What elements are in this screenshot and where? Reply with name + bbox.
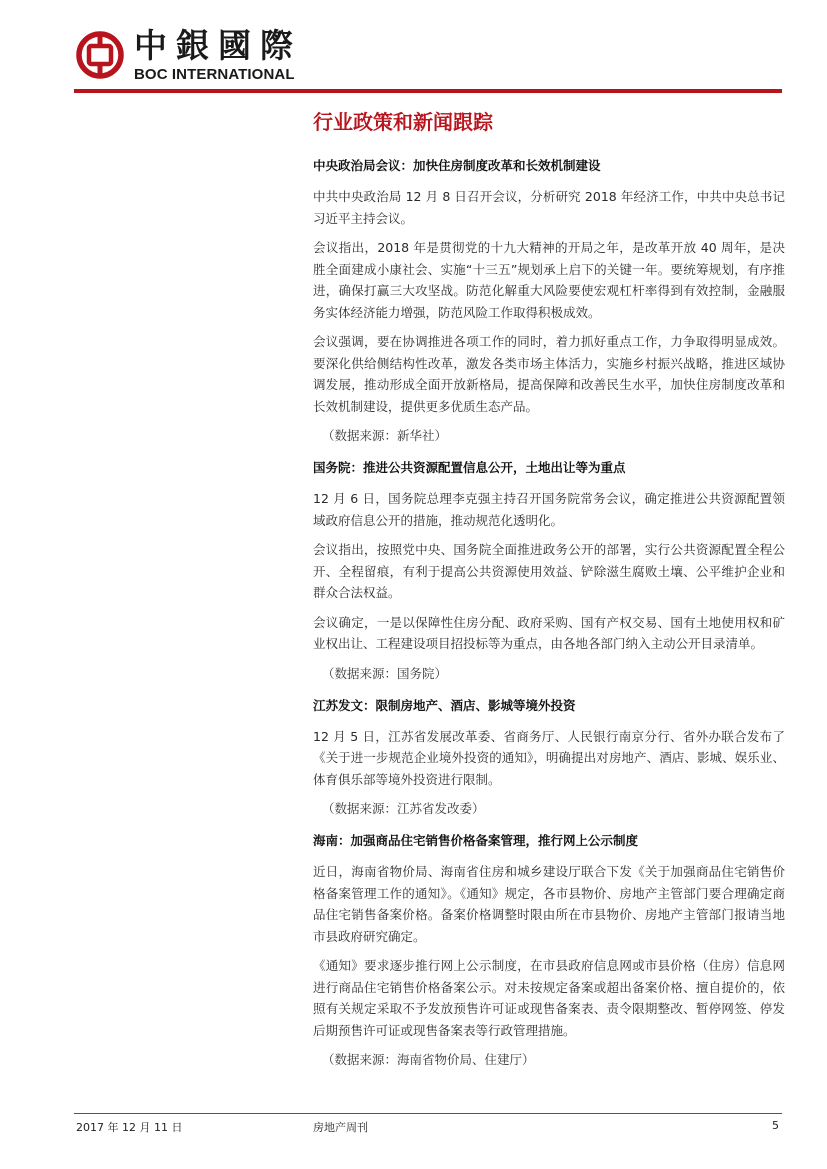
main-content (313, 108, 785, 1082)
data-source: （数据来源：国务院） (322, 665, 448, 681)
article-heading: 国务院：推进公共资源配置信息公开，土地出让等为重点 (313, 460, 626, 475)
article-paragraph: 《通知》要求逐步推行网上公示制度，在市县政府信息网或市县价格（住房）信息网进行商品住宅销售价格备案公示。对未按规定备案或超出备案价格、擅自提价的，依照有关规定采取不予发放预售许可证或现售备案表、责令限期整改、暂停网签、停发后期预售许可证或现售备案表等行政管理措施。 (313, 958, 785, 1038)
article-politburo (313, 156, 785, 446)
data-source: （数据来源：江苏省发改委） (322, 801, 485, 816)
article-paragraph: 12 月 6 日，国务院总理李克强主持召开国务院常务会议，确定推进公共资源配置领域政府信息公开的措施，推动规范化透明化。 (313, 491, 785, 528)
footer-publication-title: 房地产周刊 (313, 1121, 368, 1134)
article-state-council (313, 458, 785, 684)
article-paragraph: 近日，海南省物价局、海南省住房和城乡建设厅联合下发《关于加强商品住宅销售价格备案管理工作的通知》。《通知》规定，各市县物价、房地产主管部门要合理确定商品住宅销售备案价格。备案价格调整时限由所在市县物价、房地产主管部门报请当地市县政府研究确定。 (313, 864, 785, 944)
data-source: （数据来源：海南省物价局、住建厅） (322, 1052, 535, 1067)
header-divider (74, 89, 782, 93)
footer-divider (74, 1113, 782, 1114)
boc-logo-icon (76, 31, 124, 79)
article-heading: 江苏发文：限制房地产、酒店、影城等境外投资 (313, 697, 576, 713)
page-number: 5 (772, 1119, 779, 1132)
article-hainan (313, 831, 785, 1070)
article-paragraph: 12 月 5 日，江苏省发展改革委、省商务厅、人民银行南京分行、省外办联合发布了《关于进一步规范企业境外投资的通知》，明确提出对房地产、酒店、影城、娱乐业、体育俱乐部等境外投资进行限制。 (313, 728, 785, 787)
logo-chinese-name: 中銀國際 (134, 26, 302, 65)
data-source: （数据来源：新华社） (322, 428, 448, 443)
article-jiangsu (313, 696, 785, 820)
section-title: 行业政策和新闻跟踪 (313, 110, 493, 134)
article-paragraph: 会议强调，要在协调推进各项工作的同时，着力抓好重点工作，力争取得明显成效。要深化供给侧结构性改革，激发各类市场主体活力，实施乡村振兴战略，推进区域协调发展，推动形成全面开放新格局，提高保障和改善民生水平，加快住房制度改革和长效机制建设，提供更多优质生态产品。 (313, 334, 785, 414)
footer-date: 2017 年 12 月 11 日 (76, 1121, 183, 1134)
article-paragraph: 中共中央政治局 12 月 8 日召开会议，分析研究 2018 年经济工作，中共中央总书记习近平主持会议。 (313, 189, 785, 226)
article-paragraph: 会议指出，2018 年是贯彻党的十九大精神的开局之年，是改革开放 40 周年，是决胜全面建成小康社会、实施“十三五”规划承上启下的关键一年。要统筹规划，有序推进，确保打赢三大攻坚战。防范化解重大风险要使宏观杠杆率得到有效控制，金融服务实体经济能力增强，防范风险工作取得积极成效。 (313, 240, 785, 320)
page-header (0, 0, 827, 95)
logo-english-name: BOC INTERNATIONAL (134, 66, 295, 83)
article-heading: 海南：加强商品住宅销售价格备案管理，推行网上公示制度 (313, 833, 639, 848)
article-paragraph: 会议确定，一是以保障性住房分配、政府采购、国有产权交易、国有土地使用权和矿业权出让、工程建设项目招投标等为重点，由各地各部门纳入主动公开目录清单。 (313, 614, 785, 651)
article-paragraph: 会议指出，按照党中央、国务院全面推进政务公开的部署，实行公共资源配置全程公开、全程留痕，有利于提高公共资源使用效益、铲除滋生腐败土壤、公平维护企业和群众合法权益。 (313, 542, 785, 600)
article-heading: 中央政治局会议：加快住房制度改革和长效机制建设 (313, 158, 601, 173)
